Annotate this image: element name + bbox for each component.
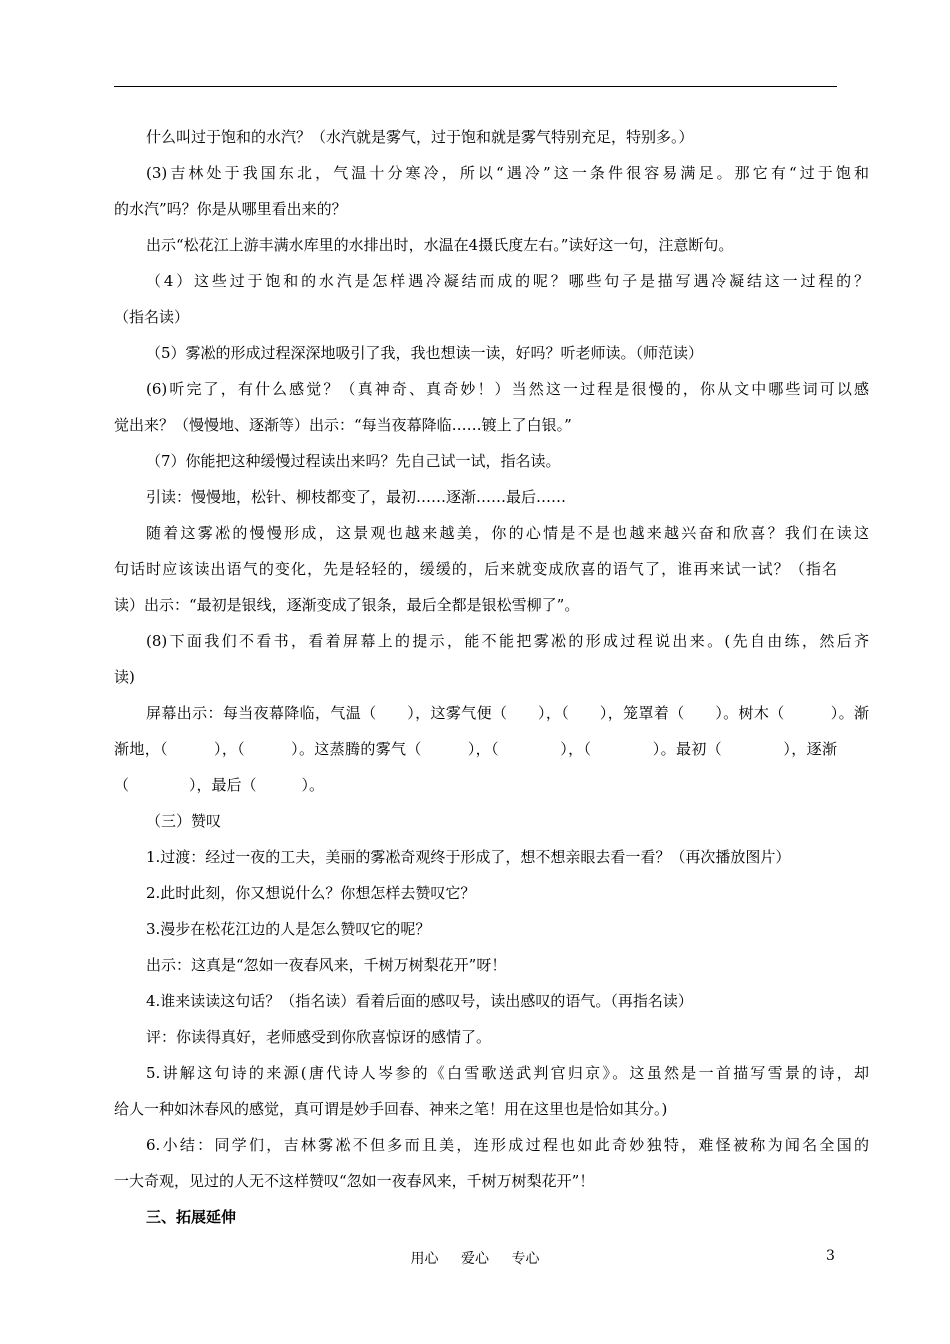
fill-blank-line: （ ），最后（ ）。 — [114, 776, 325, 794]
paragraph-line: 1.过渡：经过一夜的工夫，美丽的雾凇奇观终于形成了，想不想亲眼去看一看？（再次播放图片） — [146, 848, 791, 866]
paragraph-line: 随着这雾凇的慢慢形成，这景观也越来越美，你的心情是不是也越来越兴奋和欣喜？我们在读这 — [146, 524, 869, 542]
paragraph-line: 觉出来？（慢慢地、逐渐等）出示：“每当夜幕降临……镀上了白银。” — [114, 416, 572, 434]
paragraph-line: 给人一种如沐春风的感觉，真可谓是妙手回春、神来之笔！用在这里也是恰如其分。) — [114, 1100, 668, 1118]
section-heading: （三）赞叹 — [146, 812, 222, 830]
paragraph-line: (8)下面我们不看书，看着屏幕上的提示，能不能把雾凇的形成过程说出来。(先自由练，然后齐 — [146, 632, 869, 650]
paragraph-line: 评：你读得真好，老师感受到你欣喜惊讶的感情了。 — [146, 1028, 492, 1046]
paragraph-line: 一大奇观，见过的人无不这样赞叹“忽如一夜春风来，千树万树梨花开”！ — [114, 1172, 595, 1190]
paragraph-line: （7）你能把这种缓慢过程读出来吗？先自己试一试，指名读。 — [146, 452, 561, 470]
paragraph-line: 4.谁来读读这句话？（指名读）看着后面的感叹号，读出感叹的语气。（再指名读） — [146, 992, 693, 1010]
paragraph-line: 什么叫过于饱和的水汽？（水汽就是雾气，过于饱和就是雾气特别充足，特别多。） — [146, 128, 694, 146]
paragraph-line: 出示：这真是“忽如一夜春风来，千树万树梨花开”呀！ — [146, 956, 507, 974]
paragraph-line: 读）出示：“最初是银线，逐渐变成了银条，最后全都是银松雪柳了”。 — [114, 596, 580, 614]
paragraph-line: 5.讲解这句诗的来源(唐代诗人岑参的《白雪歌送武判官归京》。这虽然是一首描写雪景的诗，却 — [146, 1064, 869, 1082]
paragraph-line: 句话时应该读出语气的变化，先是轻轻的，缓缓的，后来就变成欣喜的语气了，谁再来试一试？（指名 — [114, 560, 837, 578]
paragraph-line: 的水汽”吗？你是从哪里看出来的？ — [114, 200, 347, 218]
paragraph-line: 2.此时此刻，你又想说什么？你想怎样去赞叹它？ — [146, 884, 476, 902]
fill-blank-line: 屏幕出示：每当夜幕降临，气温（ ），这雾气便（ ），（ ），笼罩着（ ）。树木（ ）。渐 — [146, 704, 869, 722]
header-rule — [114, 86, 837, 87]
paragraph-line: 读) — [114, 668, 135, 686]
footer-motto-item: 爱心 — [461, 1251, 489, 1267]
footer-motto — [0, 1248, 950, 1268]
footer-motto-item: 用心 — [410, 1251, 439, 1267]
paragraph-line: 6.小结：同学们，吉林雾凇不但多而且美，连形成过程也如此奇妙独特，难怪被称为闻名全国的 — [146, 1136, 869, 1154]
paragraph-line: 出示“松花江上游丰满水库里的水排出时，水温在4摄氏度左右。”读好这一句，注意断句。 — [146, 236, 734, 254]
paragraph-line: (6)听完了，有什么感觉？（真神奇、真奇妙！）当然这一过程是很慢的，你从文中哪些词可以感 — [146, 380, 869, 398]
page-number: 3 — [826, 1248, 835, 1264]
paragraph-line: （4）这些过于饱和的水汽是怎样遇冷凝结而成的呢？哪些句子是描写遇冷凝结这一过程的？ — [146, 272, 869, 290]
paragraph-line: 引读：慢慢地，松针、柳枝都变了，最初……逐渐……最后…… — [146, 488, 567, 506]
paragraph-line: （指名读） — [114, 308, 190, 326]
fill-blank-line: 渐地，（ ），（ ）。这蒸腾的雾气（ ），（ ），（ ）。最初（ ），逐渐 — [114, 740, 837, 758]
footer-motto-item: 专心 — [511, 1251, 540, 1267]
section-heading: 三、拓展延伸 — [146, 1208, 237, 1226]
paragraph-line: 3.漫步在松花江边的人是怎么赞叹它的呢？ — [146, 920, 431, 938]
paragraph-line: （5）雾凇的形成过程深深地吸引了我，我也想读一读，好吗？听老师读。（师范读） — [146, 344, 704, 362]
paragraph-line: (3)吉林处于我国东北，气温十分寒冷，所以“遇冷”这一条件很容易满足。那它有“过于饱和 — [146, 164, 869, 182]
